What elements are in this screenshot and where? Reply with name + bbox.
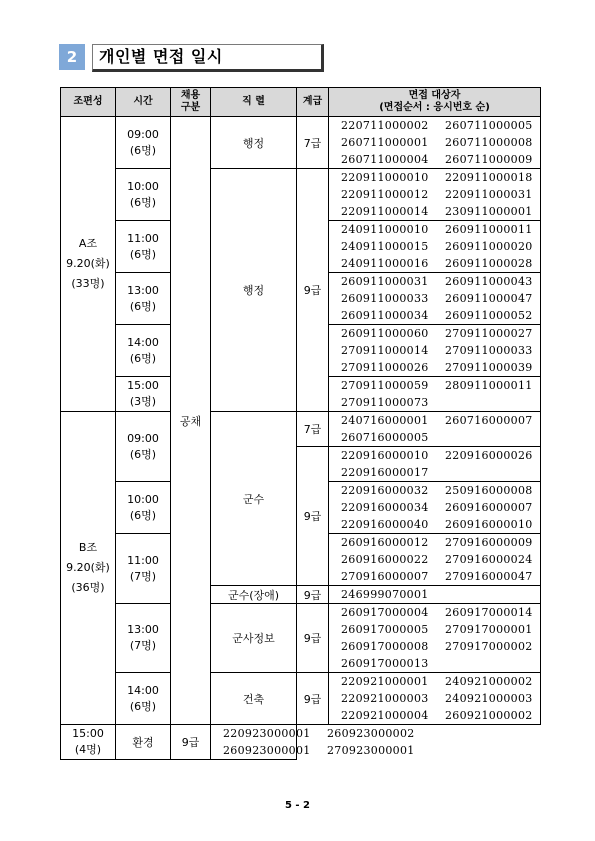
job-cell: 군수 — [211, 412, 297, 586]
time-slot: 13:00 (6명) — [116, 273, 171, 325]
header-target: 면접 대상자 (면접순서 : 응시번호 순) — [329, 88, 541, 117]
time-slot: 11:00 (6명) — [116, 221, 171, 273]
time-slot: 14:00 (6명) — [116, 673, 171, 725]
time-slot: 09:00 (6명) — [116, 412, 171, 482]
grade-cell: 9급 — [297, 169, 329, 412]
time-slot: 15:00 (3명) — [116, 377, 171, 412]
grade-cell: 7급 — [297, 117, 329, 169]
section-number: 2 — [59, 44, 85, 70]
job-cell: 군사정보 — [211, 604, 297, 673]
table-header-row — [61, 88, 541, 117]
group-a-cell: A조 9.20(화) (33명) — [61, 117, 116, 412]
table-row — [61, 412, 541, 447]
table-row — [61, 169, 541, 221]
table-row — [61, 117, 541, 169]
grade-cell: 9급 — [171, 725, 211, 760]
time-slot: 09:00 (6명) — [116, 117, 171, 169]
candidate-ids: 220711000002 260711000005 260711000001 260711000008 260711000004 260711000009 — [329, 117, 541, 169]
section-title: 개인별 면접 일시 — [92, 44, 324, 72]
grade-cell: 9급 — [297, 586, 329, 604]
candidate-ids: 240716000001 260716000007 260716000005 — [329, 412, 541, 447]
grade-cell: 9급 — [297, 673, 329, 725]
job-cell: 건축 — [211, 673, 297, 725]
candidate-ids: 220916000032 250916000008 220916000034 260916000007 220916000040 260916000010 — [329, 482, 541, 534]
table-row — [61, 673, 541, 725]
header-group: 조편성 — [61, 88, 116, 117]
page-number: 5 - 2 — [284, 800, 311, 811]
candidate-ids: 220923000001 260923000002 260923000001 270923000001 — [211, 725, 297, 760]
candidate-ids: 240911000010 260911000011 240911000015 260911000020 240911000016 260911000028 — [329, 221, 541, 273]
table-row — [61, 725, 541, 760]
header-job: 직 렬 — [211, 88, 297, 117]
job-cell: 환경 — [116, 725, 171, 760]
header-time: 시간 — [116, 88, 171, 117]
time-slot: 11:00 (7명) — [116, 534, 171, 604]
candidate-ids: 246999070001 — [329, 586, 541, 604]
candidate-ids: 270911000059 280911000011 270911000073 — [329, 377, 541, 412]
candidate-ids: 260911000060 270911000027 270911000014 270911000033 270911000026 270911000039 — [329, 325, 541, 377]
time-slot: 10:00 (6명) — [116, 169, 171, 221]
grade-cell: 7급 — [297, 412, 329, 447]
candidate-ids: 220916000010 220916000026 220916000017 — [329, 447, 541, 482]
header-recruit-type: 채용 구분 — [171, 88, 211, 117]
job-cell: 군수(장애) — [211, 586, 297, 604]
time-slot: 13:00 (7명) — [116, 604, 171, 673]
candidate-ids: 260916000012 270916000009 260916000022 270916000024 270916000007 270916000047 — [329, 534, 541, 586]
group-b-cell: B조 9.20(화) (36명) — [61, 412, 116, 725]
header-grade: 계급 — [297, 88, 329, 117]
table-row — [61, 604, 541, 673]
candidate-ids: 260917000004 260917000014 260917000005 270917000001 260917000008 270917000002 260917000013 — [329, 604, 541, 673]
grade-cell: 9급 — [297, 447, 329, 586]
recruit-type-cell: 공채 — [171, 117, 211, 725]
candidate-ids: 260911000031 260911000043 260911000033 260911000047 260911000034 260911000052 — [329, 273, 541, 325]
job-cell: 행정 — [211, 117, 297, 169]
time-slot: 15:00 (4명) — [61, 725, 116, 760]
candidate-ids: 220911000010 220911000018 220911000012 220911000031 220911000014 230911000001 — [329, 169, 541, 221]
job-cell: 행정 — [211, 169, 297, 412]
candidate-ids: 220921000001 240921000002 220921000003 240921000003 220921000004 260921000002 — [329, 673, 541, 725]
grade-cell: 9급 — [297, 604, 329, 673]
time-slot: 14:00 (6명) — [116, 325, 171, 377]
time-slot: 10:00 (6명) — [116, 482, 171, 534]
interview-schedule-table — [60, 87, 541, 760]
